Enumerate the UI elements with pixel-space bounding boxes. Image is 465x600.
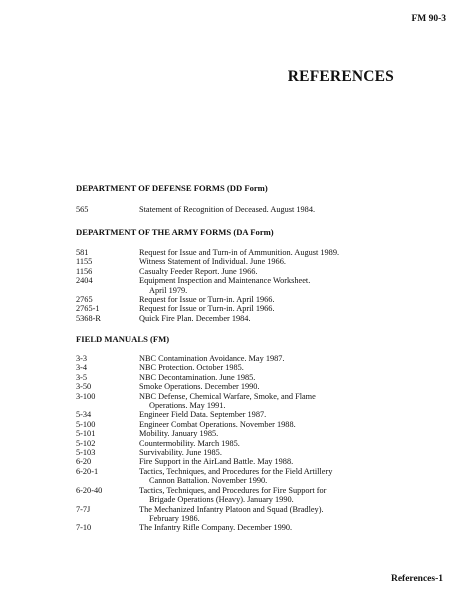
section-heading-field-manuals: FIELD MANUALS (FM) [76,334,170,344]
entry-code: 5-103 [76,448,96,458]
entry-title-line: Engineer Field Data. September 1987. [139,410,267,420]
da-forms-list [76,248,436,323]
entry-code: 565 [76,205,89,214]
reference-entry [76,304,436,313]
entry-title-line: Survivability. June 1985. [139,448,222,458]
entry-title [139,257,436,266]
header-manual-code: FM 90-3 [411,14,446,24]
entry-code: 7-10 [76,523,92,533]
entry-title [139,439,436,448]
entry-title-continuation: Cannon Battalion. November 1990. [149,476,268,486]
entry-code: 7-7J [76,504,91,514]
entry-code: 1156 [76,266,93,276]
entry-title-continuation: April 1979. [149,285,188,295]
reference-entry [76,410,436,419]
entry-title-line: Request for Issue or Turn-in. April 1966. [139,295,275,305]
entry-code: 3-5 [76,372,88,382]
entry-title-line: Equipment Inspection and Maintenance Worksheet. [139,276,311,286]
entry-title [139,314,436,323]
field-manuals-list [76,354,436,533]
entry-code: 5-34 [76,410,92,420]
entry-title [139,448,436,457]
entry-title-line: Tactics, Techniques, and Procedures for Fire Support for [139,485,327,495]
entry-title-line: Request for Issue or Turn-in. April 1966. [139,304,275,314]
reference-entry [76,267,436,276]
entry-title [139,205,436,214]
entry-title [139,429,436,438]
entry-title [139,467,436,486]
entry-code: 5368-R [76,313,101,323]
entry-title-line: NBC Protection. October 1985. [139,363,244,373]
entry-code: 2765 [76,295,93,305]
reference-entry [76,248,436,257]
entry-code: 6-20-40 [76,485,103,495]
entry-code: 3-4 [76,363,88,373]
reference-entry [76,392,436,411]
entry-title [139,457,436,466]
entry-code: 6-20 [76,457,92,467]
footer-page-number: References-1 [390,574,443,584]
entry-title-line: NBC Decontamination. June 1985. [139,372,256,382]
entry-title [139,373,436,382]
entry-title-line: Tactics, Techniques, and Procedures for the Field Artillery [139,466,333,476]
entry-title [139,276,436,295]
reference-entry [76,439,436,448]
section-heading-da-forms: DEPARTMENT OF THE ARMY FORMS (DA Form) [76,227,274,237]
entry-title [139,392,436,411]
entry-title-line: Fire Support in the AirLand Battle. May 1988. [139,457,294,467]
reference-entry [76,486,436,505]
entry-title-continuation: Brigade Operations (Heavy). January 1990. [149,495,294,505]
entry-title-line: Request for Issue and Turn-in of Ammunition. August 1989. [139,248,340,257]
reference-entry [76,505,436,524]
entry-title-line: The Mechanized Infantry Platoon and Squad (Bradley). [139,504,324,514]
reference-entry [76,429,436,438]
entry-title-line: Quick Fire Plan. December 1984. [139,313,251,323]
dd-forms-list [76,205,436,214]
page-title: REFERENCES [287,68,394,85]
entry-title-line: Mobility. January 1985. [139,429,219,439]
entry-title-line: Countermobility. March 1985. [139,438,240,448]
reference-entry [76,467,436,486]
reference-entry [76,420,436,429]
entry-code: 5-101 [76,429,96,439]
entry-code: 1155 [76,257,93,267]
entry-code: 5-100 [76,419,96,429]
entry-code: 2765-1 [76,304,100,314]
reference-entry [76,382,436,391]
entry-title-continuation: February 1986. [149,513,200,523]
entry-code: 3-3 [76,354,88,363]
reference-entry [76,354,436,363]
entry-title [139,486,436,505]
reference-entry [76,257,436,266]
section-heading-dd-forms: DEPARTMENT OF DEFENSE FORMS (DD Form) [76,183,268,193]
entry-title [139,304,436,313]
entry-title [139,295,436,304]
reference-entry [76,457,436,466]
entry-title [139,354,436,363]
entry-code: 3-100 [76,391,96,401]
entry-title-line: NBC Defense, Chemical Warfare, Smoke, and Flame [139,391,316,401]
entry-title [139,267,436,276]
reference-entry [76,373,436,382]
entry-title [139,248,436,257]
entry-title [139,382,436,391]
reference-entry [76,295,436,304]
entry-title [139,410,436,419]
reference-entry [76,314,436,323]
reference-entry [76,523,436,532]
entry-title-line: Witness Statement of Individual. June 1966. [139,257,286,267]
entry-title [139,505,436,524]
entry-title [139,420,436,429]
entry-title-line: Smoke Operations. December 1990. [139,382,260,392]
entry-title-line: NBC Contamination Avoidance. May 1987. [139,354,285,363]
entry-code: 2404 [76,276,93,286]
entry-title-line: Engineer Combat Operations. November 1988. [139,419,296,429]
entry-title-line: The Infantry Rifle Company. December 1990. [139,523,293,533]
reference-entry [76,363,436,372]
entry-code: 6-20-1 [76,466,99,476]
entry-title-line: Statement of Recognition of Deceased. August 1984. [139,205,316,214]
reference-entry [76,276,436,295]
entry-title-continuation: Operations. May 1991. [149,401,226,411]
reference-entry [76,205,436,214]
entry-code: 5-102 [76,438,96,448]
entry-title-line: Casualty Feeder Report. June 1966. [139,266,258,276]
entry-code: 581 [76,248,89,257]
reference-entry [76,448,436,457]
entry-code: 3-50 [76,382,92,392]
entry-title [139,523,436,532]
entry-title [139,363,436,372]
